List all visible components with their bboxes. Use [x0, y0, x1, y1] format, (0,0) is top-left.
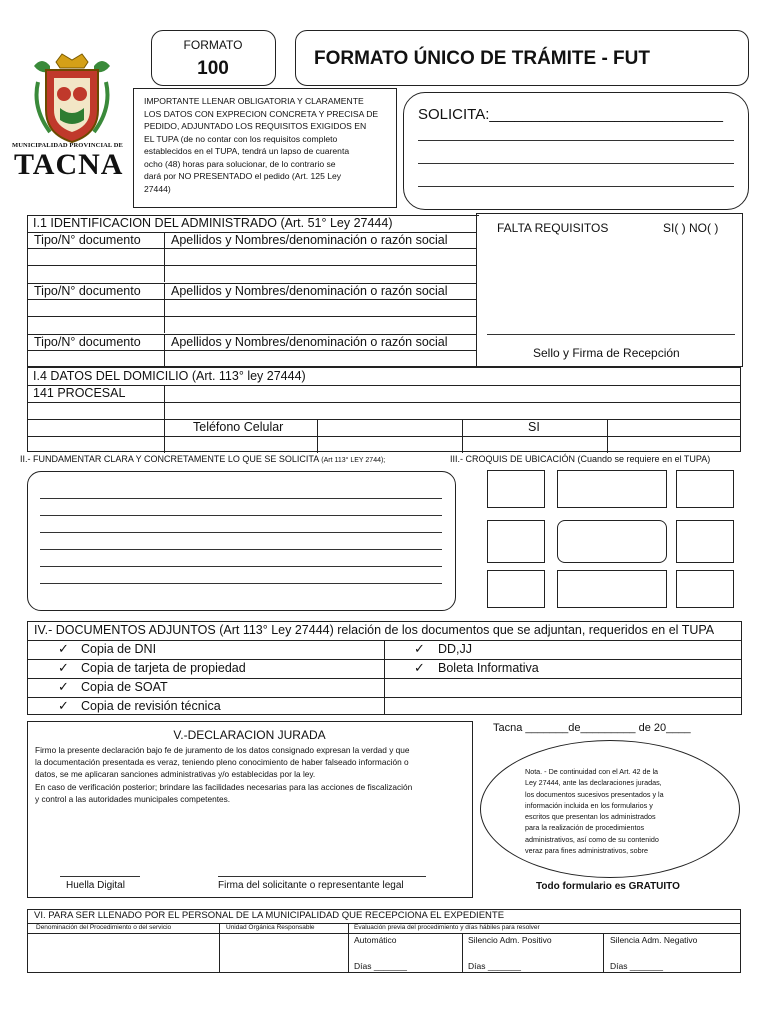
nota-line: veraz para fines administrativos, sobre	[525, 846, 649, 856]
page-title: FORMATO ÚNICO DE TRÁMITE - FUT	[314, 48, 650, 69]
declaration-line: la documentación presentada es veraz, teniendo pleno conocimiento de haber falseado información o	[35, 757, 409, 768]
document-item: Copia de revisión técnica	[81, 699, 221, 713]
nota-line: Nota. - De continuidad con el Art. 42 de la	[525, 767, 659, 776]
declaration-line: y control a las autoridades municipales competentes.	[35, 793, 231, 804]
dias-positivo[interactable]: Días _______	[468, 961, 521, 971]
notice-line: dará por NO PRESENTADO el pedido (Art. 125 Ley	[144, 171, 342, 181]
croquis-cell[interactable]	[487, 520, 545, 563]
croquis-cell[interactable]	[487, 570, 545, 608]
croquis-cell[interactable]	[676, 520, 734, 563]
nota-line: para la realización de procedimientos	[525, 823, 645, 833]
document-item: Copia de tarjeta de propiedad	[81, 661, 246, 675]
document-type-label: Tipo/N° documento	[34, 233, 141, 247]
procesal-label: 141 PROCESAL	[33, 386, 126, 400]
fundamentacion-box[interactable]	[27, 471, 456, 611]
firma-label: Firma del solicitante o representante legal	[218, 880, 404, 891]
section-6-title: VI. PARA SER LLENADO POR EL PERSONAL DE LA MUNICIPALIDAD QUE RECEPCIONA EL EXPEDIENTE	[34, 910, 505, 921]
important-notice	[133, 88, 397, 208]
automatico-label: Automático	[354, 935, 397, 945]
check-icon: ✓	[58, 641, 69, 656]
document-type-label: Tipo/N° documento	[34, 284, 141, 298]
check-icon: ✓	[58, 698, 69, 713]
notice-line: PEDIDO, ADJUNTADO LOS REQUISITOS EXIGIDOS EN	[144, 121, 367, 131]
formato-label: FORMATO	[183, 38, 243, 52]
declaration-line: En caso de verificación posterior; brindare las facilidades necesarias para las acciones de fiscalización	[35, 781, 413, 792]
phone-label: Teléfono Celular	[193, 420, 284, 434]
full-name-label: Apellidos y Nombres/denominación o razón social	[171, 335, 448, 349]
title-box	[295, 30, 749, 86]
section-1-title: I.1 IDENTIFICACION DEL ADMINISTRADO (Art. 51° Ley 27444)	[33, 216, 393, 230]
municipal-use-table	[27, 909, 741, 973]
croquis-cell-center[interactable]	[557, 520, 667, 563]
declaration-line: Firmo la presente declaración bajo fe de juramento de los datos consignado expresan la verdad y que	[35, 745, 410, 755]
dias-negativo[interactable]: Días _______	[610, 961, 663, 971]
documents-table	[27, 621, 742, 715]
nota-ellipse	[480, 740, 740, 878]
notice-line: ocho (48) horas para solucionar, de lo contrario se	[144, 158, 336, 169]
nota-line: escritos que presentan los administrados	[525, 812, 656, 822]
notice-line: establecidos en el TUPA, tendrá un lapso de cuarenta	[144, 146, 350, 156]
declaration-line: datos, se me aplicaran sanciones administrativas y/o establecidas por la ley.	[35, 769, 316, 780]
section-3-title: III.- CROQUIS DE UBICACIÓN (Cuando se requiere en el TUPA)	[450, 454, 711, 464]
nota-line: información incluida en los formularios y	[525, 800, 653, 810]
document-item: DD,JJ	[438, 642, 473, 656]
dias-automatico[interactable]: Días _______	[354, 961, 407, 971]
nota-line: administrativos, así como de su contenido	[525, 834, 659, 844]
notice-line: IMPORTANTE LLENAR OBLIGATORIA Y CLARAMENTE	[144, 96, 364, 106]
croquis-cell[interactable]	[557, 470, 667, 508]
declaracion-jurada-box	[27, 721, 473, 898]
notice-line: EL TUPA (de no contar con los requisitos completo	[144, 133, 338, 144]
reception-seal-label: Sello y Firma de Recepción	[533, 346, 680, 360]
header-unidad: Unidad Orgánica Responsable	[226, 924, 315, 931]
logo-tacna: TACNA	[14, 148, 124, 181]
full-name-label: Apellidos y Nombres/denominación o razón social	[171, 284, 448, 298]
check-icon: ✓	[414, 660, 425, 675]
section-5-title: V.-DECLARACION JURADA	[173, 728, 326, 742]
document-item: Boleta Informativa	[438, 661, 539, 675]
coat-of-arms-icon	[20, 52, 124, 144]
notice-line: 27444)	[144, 183, 171, 194]
date-line[interactable]: Tacna _______de_________ de 20____	[493, 722, 691, 734]
section-address-title: I.4 DATOS DEL DOMICILIO (Art. 113° ley 27444)	[33, 369, 306, 383]
falta-requisitos-options[interactable]: SI( ) NO( )	[663, 221, 719, 235]
document-type-label: Tipo/N° documento	[34, 335, 141, 349]
si-label: SI	[528, 420, 540, 434]
nota-line: Ley 27444, ante las declaraciones juradas,	[525, 778, 662, 788]
solicita-label: SOLICITA:____________________________	[418, 106, 723, 123]
address-table	[27, 367, 741, 452]
formato-number: 100	[197, 58, 229, 79]
nota-line: los documentos sucesivos presentados y la	[525, 789, 664, 799]
document-item: Copia de SOAT	[81, 680, 168, 694]
silencio-positivo-label: Silencio Adm. Positivo	[468, 935, 552, 945]
falta-requisitos-label: FALTA REQUISITOS	[497, 221, 609, 235]
gratuito-label: Todo formulario es GRATUITO	[536, 881, 680, 892]
solicita-box[interactable]	[403, 92, 749, 210]
croquis-cell[interactable]	[557, 570, 667, 608]
huella-digital-label: Huella Digital	[66, 880, 125, 891]
silencio-negativo-label: Silencia Adm. Negativo	[610, 935, 698, 945]
croquis-cell[interactable]	[676, 570, 734, 608]
municipal-logo	[12, 52, 124, 182]
formato-box	[151, 30, 276, 86]
notice-line: LOS DATOS CON EXPRECION CONCRETA Y PRECISA DE	[144, 108, 379, 119]
full-name-label: Apellidos y Nombres/denominación o razón social	[171, 233, 448, 247]
section-4-title: IV.- DOCUMENTOS ADJUNTOS (Art 113° Ley 27444) relación de los documentos que se adjuntan, requeridos en el TUPA	[34, 623, 715, 637]
check-icon: ✓	[58, 679, 69, 694]
header-procedimiento: Denominación del Procedimiento o del servicio	[36, 924, 172, 931]
croquis-cell[interactable]	[676, 470, 734, 508]
logo-subtitle: MUNICIPALIDAD PROVINCIAL DE	[12, 142, 123, 149]
section-2-title: II.- FUNDAMENTAR CLARA Y CONCRETAMENTE LO QUE SE SOLICITA (Art 113° LEY 2744);	[20, 454, 386, 464]
document-item: Copia de DNI	[81, 642, 157, 656]
reception-box	[476, 213, 743, 367]
croquis-cell[interactable]	[487, 470, 545, 508]
header-evaluacion: Evaluación previa del procedimiento y días hábiles para resolver	[354, 924, 540, 931]
check-icon: ✓	[58, 660, 69, 675]
check-icon: ✓	[414, 641, 425, 656]
